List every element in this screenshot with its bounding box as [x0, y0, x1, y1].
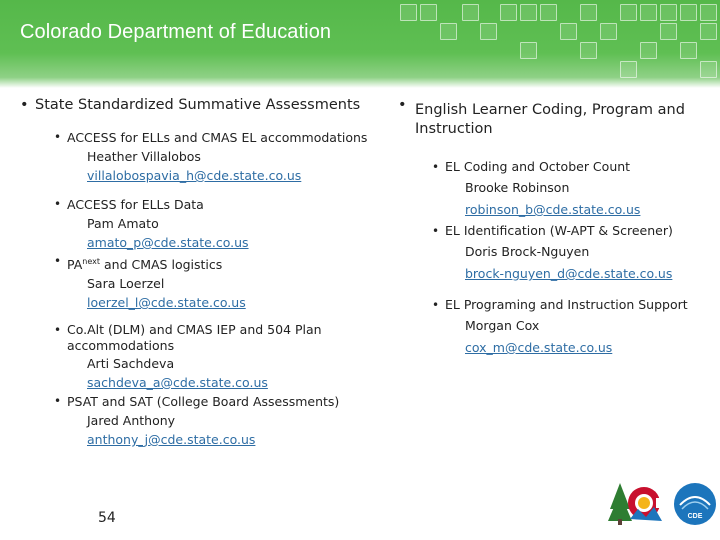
list-item: • PSAT and SAT (College Board Assessments) Jared Anthony anthony_j@cde.state.co.us [54, 392, 380, 449]
list-item: • ACCESS for ELLs Data Pam Amato amato_p@cde.state.co.us [54, 195, 380, 252]
contact-name: Morgan Cox [465, 318, 540, 333]
email-link[interactable]: anthony_j@cde.state.co.us [87, 432, 256, 447]
right-column [398, 96, 713, 359]
item-label: EL Coding and October Count [445, 159, 631, 174]
logo-text: CDE [687, 513, 703, 520]
header-banner [0, 0, 720, 88]
item-label: Co.Alt (DLM) and CMAS IEP and 504 Plan accommodations [67, 322, 322, 353]
list-item: • ACCESS for ELLs and CMAS EL accommodations Heather Villalobos villalobospavia_h@cde.state.co.us [54, 128, 380, 185]
email-link[interactable]: amato_p@cde.state.co.us [87, 235, 249, 250]
item-label: EL Programing and Instruction Support [445, 297, 688, 312]
email-link[interactable]: villalobospavia_h@cde.state.co.us [87, 168, 302, 183]
email-link[interactable]: sachdeva_a@cde.state.co.us [87, 375, 268, 390]
section-heading-english-learner: • English Learner Coding, Program and Instruction [398, 97, 685, 137]
page-number: 54 [98, 510, 116, 526]
list-item: • EL Programing and Instruction Support Morgan Cox cox_m@cde.state.co.us [432, 295, 713, 359]
contact-name: Jared Anthony [87, 413, 176, 428]
item-label: ACCESS for ELLs and CMAS EL accommodations [67, 130, 368, 145]
cde-logo-icon [672, 481, 718, 527]
item-label: ACCESS for ELLs Data [67, 197, 204, 212]
list-item: • EL Identification (W-APT & Screener) Doris Brock-Nguyen brock-nguyen_d@cde.state.co.us [432, 221, 713, 285]
contact-name: Arti Sachdeva [87, 356, 175, 371]
item-label: $PA^{next}$ and CMAS logistics [67, 257, 223, 272]
email-link[interactable]: loerzel_l@cde.state.co.us [87, 295, 246, 310]
section-heading-assessments: • State Standardized Summative Assessments [20, 97, 361, 113]
contact-name: Heather Villalobos [87, 149, 201, 164]
list-item: • $PA^{next}$ and CMAS logistics Sara Loerzel loerzel_l@cde.state.co.us [54, 252, 380, 312]
footer-logos [608, 481, 720, 527]
item-label: EL Identification (W-APT & Screener) [445, 223, 673, 238]
list-item: • Co.Alt (DLM) and CMAS IEP and 504 Plan accommodations Arti Sachdeva sachdeva_a@cde.state.co.us [54, 322, 380, 392]
email-link[interactable]: brock-nguyen_d@cde.state.co.us [465, 266, 673, 281]
contact-name: Sara Loerzel [87, 276, 165, 291]
list-item: • EL Coding and October Count Brooke Robinson robinson_b@cde.state.co.us [432, 157, 713, 221]
item-label: PSAT and SAT (College Board Assessments) [67, 394, 340, 409]
decorative-tile-pattern [400, 0, 720, 88]
left-column [20, 96, 380, 449]
email-link[interactable]: robinson_b@cde.state.co.us [465, 202, 641, 217]
page-title: Colorado Department of Education [20, 21, 332, 43]
contact-name: Brooke Robinson [465, 180, 570, 195]
contact-name: Pam Amato [87, 216, 159, 231]
email-link[interactable]: cox_m@cde.state.co.us [465, 340, 613, 355]
contact-name: Doris Brock-Nguyen [465, 244, 590, 259]
